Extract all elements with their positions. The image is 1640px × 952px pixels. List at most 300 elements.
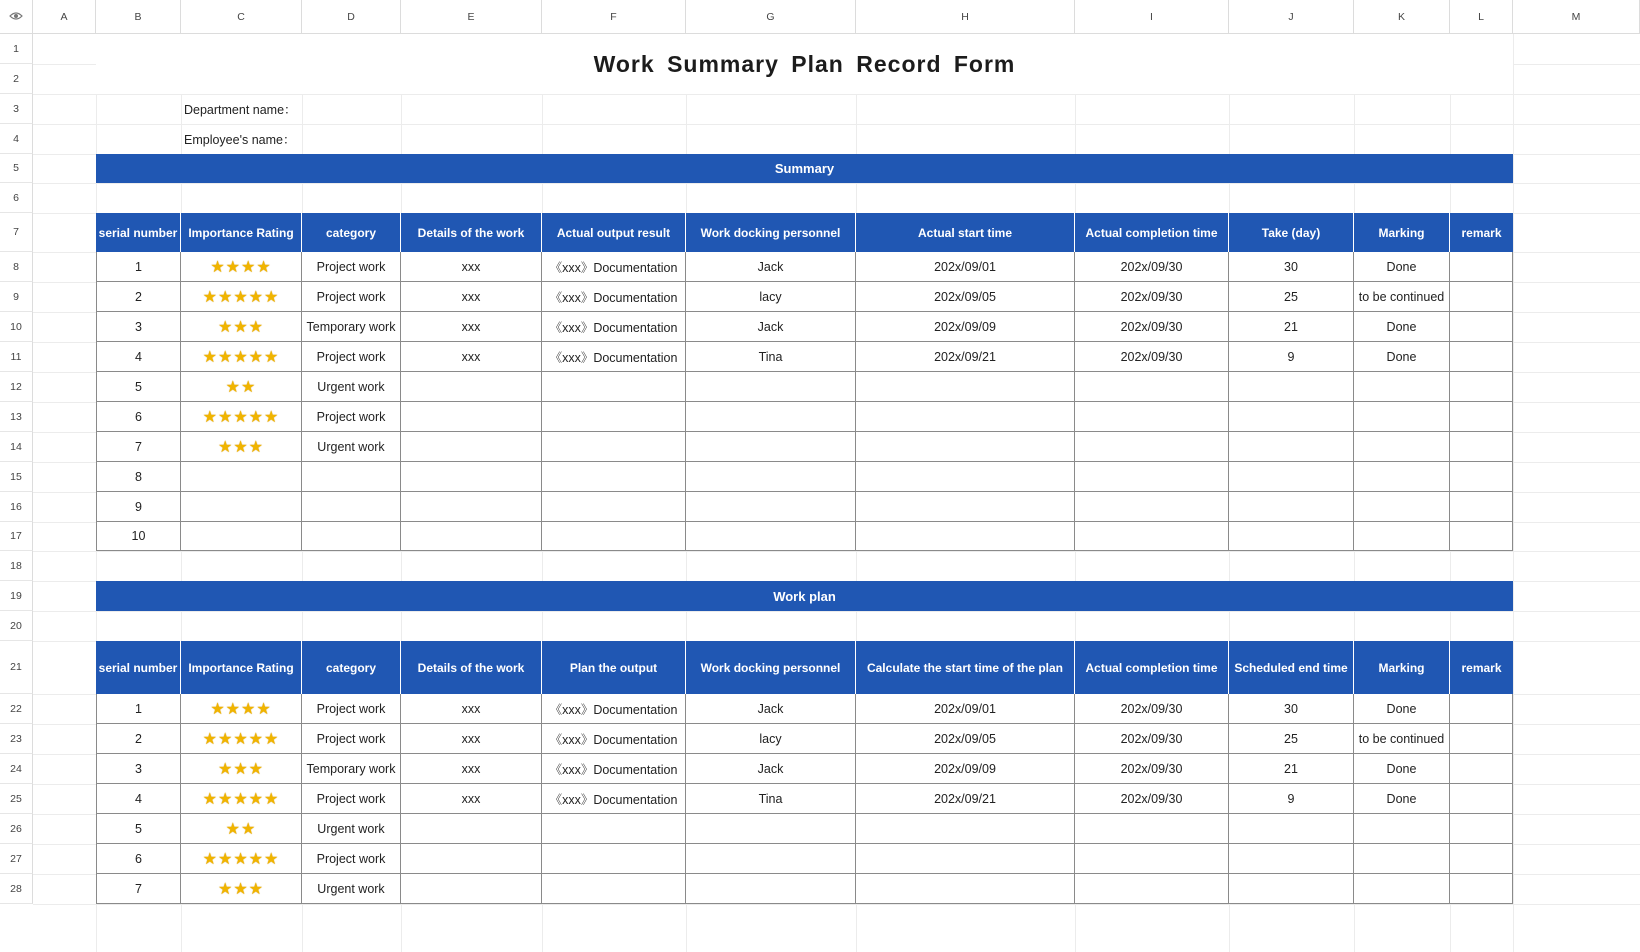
- plan-cell-completion-time[interactable]: 202x/09/30: [1075, 754, 1229, 784]
- gridline: [33, 904, 1640, 905]
- summary-cell-output[interactable]: [542, 372, 686, 402]
- row-header-4[interactable]: 4: [0, 124, 33, 154]
- star-icon: ★: [233, 790, 249, 808]
- star-icon: ★: [248, 730, 265, 748]
- summary-cell-details[interactable]: [401, 372, 542, 402]
- star-icon: ★: [202, 730, 218, 748]
- summary-cell-category[interactable]: [302, 462, 401, 492]
- column-header-d[interactable]: D: [302, 0, 401, 34]
- summary-cell-remark[interactable]: [1450, 522, 1513, 551]
- summary-cell-serial-number[interactable]: 8: [96, 462, 181, 492]
- plan-cell-category[interactable]: Project work: [302, 784, 401, 814]
- column-header-h[interactable]: H: [856, 0, 1075, 34]
- summary-cell-duration[interactable]: [1229, 432, 1354, 462]
- summary-cell-remark[interactable]: [1450, 252, 1513, 282]
- plan-cell-details[interactable]: xxx: [401, 754, 542, 784]
- summary-rating-cell[interactable]: [181, 402, 302, 432]
- plan-cell-duration[interactable]: 30: [1229, 694, 1354, 724]
- summary-rating-cell[interactable]: [181, 522, 302, 551]
- summary-cell-start-time[interactable]: 202x/09/09: [856, 312, 1075, 342]
- column-header-g[interactable]: G: [686, 0, 856, 34]
- summary-cell-serial-number[interactable]: 10: [96, 522, 181, 551]
- row-header-19[interactable]: 19: [0, 581, 33, 611]
- row-header-7[interactable]: 7: [0, 213, 33, 252]
- summary-band: Summary: [96, 154, 1513, 183]
- gridline: [33, 551, 1640, 552]
- summary-cell-output[interactable]: [542, 492, 686, 522]
- summary-header-details: Details of the work: [401, 213, 542, 252]
- summary-header-serial-number: serial number: [96, 213, 181, 252]
- summary-cell-remark[interactable]: [1450, 492, 1513, 522]
- star-icon: ★: [217, 408, 234, 426]
- summary-cell-completion-time[interactable]: 202x/09/30: [1075, 282, 1229, 312]
- plan-cell-output[interactable]: 《xxx》Documentation: [542, 724, 686, 754]
- star-icon: ★: [225, 258, 241, 276]
- star-icon: ★: [202, 790, 218, 808]
- summary-cell-details[interactable]: [401, 432, 542, 462]
- summary-cell-duration[interactable]: [1229, 492, 1354, 522]
- star-icon: ★: [248, 790, 265, 808]
- summary-rating-cell[interactable]: [181, 432, 302, 462]
- plan-cell-start-time[interactable]: [856, 844, 1075, 874]
- plan-cell-start-time[interactable]: 202x/09/09: [856, 754, 1075, 784]
- row-header-24[interactable]: 24: [0, 754, 33, 784]
- plan-cell-completion-time[interactable]: 202x/09/30: [1075, 694, 1229, 724]
- summary-cell-personnel[interactable]: [686, 522, 856, 551]
- row-header-28[interactable]: 28: [0, 874, 33, 904]
- summary-header-duration: Take (day): [1229, 213, 1354, 252]
- summary-header-start-time: Actual start time: [856, 213, 1075, 252]
- plan-header-serial-number: serial number: [96, 641, 181, 694]
- plan-cell-personnel[interactable]: Tina: [686, 784, 856, 814]
- summary-cell-remark[interactable]: [1450, 462, 1513, 492]
- plan-cell-marking[interactable]: to be continued: [1354, 724, 1450, 754]
- plan-cell-category[interactable]: Urgent work: [302, 874, 401, 904]
- plan-cell-start-time[interactable]: 202x/09/05: [856, 724, 1075, 754]
- select-all-corner[interactable]: [0, 0, 33, 34]
- summary-cell-remark[interactable]: [1450, 372, 1513, 402]
- summary-cell-completion-time[interactable]: 202x/09/30: [1075, 252, 1229, 282]
- plan-cell-remark[interactable]: [1450, 694, 1513, 724]
- summary-cell-marking[interactable]: [1354, 432, 1450, 462]
- star-icon: ★: [233, 760, 249, 778]
- plan-cell-marking[interactable]: Done: [1354, 784, 1450, 814]
- eye-icon: [9, 10, 23, 24]
- summary-rating-cell[interactable]: [181, 312, 302, 342]
- plan-cell-serial-number[interactable]: 4: [96, 784, 181, 814]
- column-header-a[interactable]: A: [33, 0, 96, 34]
- plan-cell-details[interactable]: [401, 814, 542, 844]
- column-header-k[interactable]: K: [1354, 0, 1450, 34]
- row-header-27[interactable]: 27: [0, 844, 33, 874]
- plan-cell-output[interactable]: [542, 814, 686, 844]
- plan-cell-duration[interactable]: 9: [1229, 784, 1354, 814]
- summary-cell-serial-number[interactable]: 9: [96, 492, 181, 522]
- row-header-20[interactable]: 20: [0, 611, 33, 641]
- plan-cell-output[interactable]: [542, 874, 686, 904]
- star-icon: ★: [217, 730, 234, 748]
- star-icon: ★: [217, 790, 234, 808]
- summary-cell-duration[interactable]: 21: [1229, 312, 1354, 342]
- summary-cell-personnel[interactable]: Jack: [686, 312, 856, 342]
- summary-cell-remark[interactable]: [1450, 342, 1513, 372]
- star-icon: ★: [233, 348, 249, 366]
- summary-cell-details[interactable]: xxx: [401, 342, 542, 372]
- summary-cell-personnel[interactable]: Tina: [686, 342, 856, 372]
- star-icon: ★: [248, 348, 265, 366]
- summary-header-output: Actual output result: [542, 213, 686, 252]
- star-icon: ★: [225, 700, 241, 718]
- plan-cell-duration[interactable]: 25: [1229, 724, 1354, 754]
- summary-cell-start-time[interactable]: [856, 462, 1075, 492]
- gridline: [33, 611, 1640, 612]
- summary-cell-duration[interactable]: [1229, 462, 1354, 492]
- summary-cell-personnel[interactable]: Jack: [686, 252, 856, 282]
- plan-cell-start-time[interactable]: 202x/09/21: [856, 784, 1075, 814]
- column-header-f[interactable]: F: [542, 0, 686, 34]
- star-icon: ★: [248, 288, 265, 306]
- row-header-12[interactable]: 12: [0, 372, 33, 402]
- plan-rating-cell[interactable]: [181, 874, 302, 904]
- star-icon: ★: [217, 348, 234, 366]
- row-header-18[interactable]: 18: [0, 551, 33, 581]
- plan-cell-marking[interactable]: Done: [1354, 694, 1450, 724]
- star-icon: ★: [241, 258, 257, 276]
- summary-cell-personnel[interactable]: [686, 432, 856, 462]
- plan-cell-remark[interactable]: [1450, 844, 1513, 874]
- summary-cell-output[interactable]: 《xxx》Documentation: [542, 252, 686, 282]
- plan-cell-details[interactable]: xxx: [401, 724, 542, 754]
- star-icon: ★: [217, 850, 234, 868]
- summary-cell-details[interactable]: xxx: [401, 312, 542, 342]
- summary-cell-category[interactable]: Urgent work: [302, 432, 401, 462]
- star-icon: ★: [248, 850, 265, 868]
- column-header-m[interactable]: M: [1513, 0, 1640, 34]
- summary-cell-completion-time[interactable]: [1075, 402, 1229, 432]
- summary-cell-start-time[interactable]: [856, 372, 1075, 402]
- plan-cell-personnel[interactable]: Jack: [686, 754, 856, 784]
- plan-rating-cell[interactable]: [181, 814, 302, 844]
- star-icon: ★: [217, 288, 234, 306]
- plan-rating-cell[interactable]: [181, 844, 302, 874]
- summary-cell-remark[interactable]: [1450, 402, 1513, 432]
- summary-cell-personnel[interactable]: lacy: [686, 282, 856, 312]
- summary-cell-serial-number[interactable]: 1: [96, 252, 181, 282]
- plan-cell-output[interactable]: 《xxx》Documentation: [542, 694, 686, 724]
- row-header-22[interactable]: 22: [0, 694, 33, 724]
- summary-cell-duration[interactable]: [1229, 372, 1354, 402]
- summary-cell-details[interactable]: [401, 462, 542, 492]
- summary-header-personnel: Work docking personnel: [686, 213, 856, 252]
- summary-cell-output[interactable]: 《xxx》Documentation: [542, 342, 686, 372]
- summary-cell-details[interactable]: [401, 402, 542, 432]
- summary-cell-details[interactable]: [401, 492, 542, 522]
- summary-cell-category[interactable]: Project work: [302, 402, 401, 432]
- star-icon: ★: [264, 408, 280, 426]
- plan-rating-cell[interactable]: [181, 724, 302, 754]
- star-icon: ★: [202, 288, 218, 306]
- plan-cell-serial-number[interactable]: 3: [96, 754, 181, 784]
- plan-cell-serial-number[interactable]: 2: [96, 724, 181, 754]
- summary-cell-marking[interactable]: to be continued: [1354, 282, 1450, 312]
- column-header-l[interactable]: L: [1450, 0, 1513, 34]
- summary-cell-start-time[interactable]: [856, 492, 1075, 522]
- summary-header-completion-time: Actual completion time: [1075, 213, 1229, 252]
- star-icon: ★: [217, 318, 234, 336]
- plan-cell-category[interactable]: Urgent work: [302, 814, 401, 844]
- summary-cell-category[interactable]: Temporary work: [302, 312, 401, 342]
- star-icon: ★: [256, 700, 272, 718]
- plan-cell-details[interactable]: xxx: [401, 784, 542, 814]
- employee-name-label: Employee's name：: [184, 133, 296, 147]
- star-icon: ★: [264, 288, 280, 306]
- star-icon: ★: [248, 318, 265, 336]
- summary-cell-completion-time[interactable]: [1075, 432, 1229, 462]
- plan-cell-serial-number[interactable]: 7: [96, 874, 181, 904]
- row-header-21[interactable]: 21: [0, 641, 33, 694]
- star-icon: ★: [233, 438, 249, 456]
- plan-cell-remark[interactable]: [1450, 724, 1513, 754]
- column-header-b[interactable]: B: [96, 0, 181, 34]
- column-header-c[interactable]: C: [181, 0, 302, 34]
- summary-rating-cell[interactable]: [181, 342, 302, 372]
- star-icon: ★: [202, 348, 218, 366]
- star-icon: ★: [217, 880, 234, 898]
- summary-cell-remark[interactable]: [1450, 282, 1513, 312]
- row-header-14[interactable]: 14: [0, 432, 33, 462]
- summary-cell-completion-time[interactable]: [1075, 462, 1229, 492]
- summary-cell-serial-number[interactable]: 5: [96, 372, 181, 402]
- plan-cell-personnel[interactable]: [686, 844, 856, 874]
- summary-cell-category[interactable]: Urgent work: [302, 372, 401, 402]
- plan-cell-completion-time[interactable]: [1075, 814, 1229, 844]
- summary-cell-category[interactable]: [302, 522, 401, 551]
- summary-cell-category[interactable]: [302, 492, 401, 522]
- summary-cell-remark[interactable]: [1450, 432, 1513, 462]
- plan-cell-category[interactable]: Project work: [302, 724, 401, 754]
- row-header-8[interactable]: 8: [0, 252, 33, 282]
- plan-header-duration: Scheduled end time: [1229, 641, 1354, 694]
- summary-cell-serial-number[interactable]: 7: [96, 432, 181, 462]
- summary-cell-start-time[interactable]: 202x/09/21: [856, 342, 1075, 372]
- column-header-j[interactable]: J: [1229, 0, 1354, 34]
- plan-cell-completion-time[interactable]: 202x/09/30: [1075, 784, 1229, 814]
- plan-header-importance-rating: Importance Rating: [181, 641, 302, 694]
- star-icon: ★: [217, 760, 234, 778]
- star-icon: ★: [248, 438, 265, 456]
- row-header-9[interactable]: 9: [0, 282, 33, 312]
- star-icon: ★: [233, 288, 249, 306]
- star-icon: ★: [264, 730, 280, 748]
- star-icon: ★: [241, 700, 257, 718]
- plan-header-output: Plan the output: [542, 641, 686, 694]
- summary-cell-category[interactable]: Project work: [302, 282, 401, 312]
- plan-cell-remark[interactable]: [1450, 784, 1513, 814]
- star-icon: ★: [241, 820, 257, 838]
- summary-cell-start-time[interactable]: [856, 432, 1075, 462]
- plan-cell-serial-number[interactable]: 6: [96, 844, 181, 874]
- summary-rating-cell[interactable]: [181, 282, 302, 312]
- plan-cell-duration[interactable]: [1229, 844, 1354, 874]
- plan-cell-marking[interactable]: [1354, 874, 1450, 904]
- summary-cell-serial-number[interactable]: 6: [96, 402, 181, 432]
- summary-cell-marking[interactable]: [1354, 402, 1450, 432]
- summary-cell-output[interactable]: [542, 402, 686, 432]
- plan-cell-details[interactable]: xxx: [401, 694, 542, 724]
- summary-cell-output[interactable]: [542, 522, 686, 551]
- plan-cell-category[interactable]: Temporary work: [302, 754, 401, 784]
- summary-cell-duration[interactable]: 9: [1229, 342, 1354, 372]
- plan-cell-start-time[interactable]: [856, 814, 1075, 844]
- summary-cell-completion-time[interactable]: [1075, 522, 1229, 551]
- plan-cell-remark[interactable]: [1450, 874, 1513, 904]
- summary-cell-duration[interactable]: 25: [1229, 282, 1354, 312]
- summary-cell-completion-time[interactable]: [1075, 492, 1229, 522]
- plan-cell-marking[interactable]: [1354, 814, 1450, 844]
- star-icon: ★: [225, 820, 241, 838]
- summary-rating-cell[interactable]: [181, 372, 302, 402]
- summary-cell-personnel[interactable]: [686, 402, 856, 432]
- plan-cell-output[interactable]: [542, 844, 686, 874]
- plan-cell-personnel[interactable]: [686, 814, 856, 844]
- plan-cell-details[interactable]: [401, 844, 542, 874]
- plan-cell-serial-number[interactable]: 1: [96, 694, 181, 724]
- summary-cell-marking[interactable]: [1354, 522, 1450, 551]
- summary-cell-output[interactable]: [542, 432, 686, 462]
- summary-header-remark: remark: [1450, 213, 1513, 252]
- summary-cell-output[interactable]: 《xxx》Documentation: [542, 312, 686, 342]
- row-header-17[interactable]: 17: [0, 522, 33, 551]
- summary-cell-serial-number[interactable]: 2: [96, 282, 181, 312]
- plan-cell-category[interactable]: Project work: [302, 694, 401, 724]
- summary-cell-start-time[interactable]: [856, 522, 1075, 551]
- summary-cell-marking[interactable]: Done: [1354, 312, 1450, 342]
- row-header-15[interactable]: 15: [0, 462, 33, 492]
- summary-cell-completion-time[interactable]: [1075, 372, 1229, 402]
- plan-header-category: category: [302, 641, 401, 694]
- plan-cell-marking[interactable]: [1354, 844, 1450, 874]
- star-icon: ★: [264, 348, 280, 366]
- star-icon: ★: [233, 730, 249, 748]
- row-header-6[interactable]: 6: [0, 183, 33, 213]
- plan-cell-output[interactable]: 《xxx》Documentation: [542, 784, 686, 814]
- plan-cell-remark[interactable]: [1450, 814, 1513, 844]
- gridline: [33, 183, 1640, 184]
- work-plan-band: Work plan: [96, 581, 1513, 611]
- summary-rating-cell[interactable]: [181, 252, 302, 282]
- row-header-1[interactable]: 1: [0, 34, 33, 64]
- summary-header-marking: Marking: [1354, 213, 1450, 252]
- row-header-13[interactable]: 13: [0, 402, 33, 432]
- plan-cell-marking[interactable]: Done: [1354, 754, 1450, 784]
- plan-cell-completion-time[interactable]: 202x/09/30: [1075, 724, 1229, 754]
- plan-cell-duration[interactable]: 21: [1229, 754, 1354, 784]
- plan-header-start-time: Calculate the start time of the plan: [856, 641, 1075, 694]
- summary-cell-start-time[interactable]: 202x/09/01: [856, 252, 1075, 282]
- summary-cell-remark[interactable]: [1450, 312, 1513, 342]
- plan-cell-personnel[interactable]: lacy: [686, 724, 856, 754]
- summary-cell-category[interactable]: Project work: [302, 342, 401, 372]
- summary-cell-duration[interactable]: 30: [1229, 252, 1354, 282]
- summary-cell-duration[interactable]: [1229, 402, 1354, 432]
- plan-cell-start-time[interactable]: [856, 874, 1075, 904]
- summary-cell-details[interactable]: xxx: [401, 282, 542, 312]
- summary-cell-personnel[interactable]: [686, 462, 856, 492]
- plan-cell-serial-number[interactable]: 5: [96, 814, 181, 844]
- row-header-10[interactable]: 10: [0, 312, 33, 342]
- summary-cell-details[interactable]: [401, 522, 542, 551]
- summary-cell-details[interactable]: xxx: [401, 252, 542, 282]
- row-header-3[interactable]: 3: [0, 94, 33, 124]
- plan-cell-completion-time[interactable]: [1075, 844, 1229, 874]
- row-header-23[interactable]: 23: [0, 724, 33, 754]
- plan-cell-output[interactable]: 《xxx》Documentation: [542, 754, 686, 784]
- summary-cell-personnel[interactable]: [686, 492, 856, 522]
- summary-header-importance-rating: Importance Rating: [181, 213, 302, 252]
- row-header-26[interactable]: 26: [0, 814, 33, 844]
- row-header-16[interactable]: 16: [0, 492, 33, 522]
- department-name-label: Department name：: [184, 103, 297, 117]
- column-header-i[interactable]: I: [1075, 0, 1229, 34]
- summary-cell-duration[interactable]: [1229, 522, 1354, 551]
- summary-cell-completion-time[interactable]: 202x/09/30: [1075, 312, 1229, 342]
- plan-cell-details[interactable]: [401, 874, 542, 904]
- summary-rating-cell[interactable]: [181, 462, 302, 492]
- summary-cell-completion-time[interactable]: 202x/09/30: [1075, 342, 1229, 372]
- plan-cell-start-time[interactable]: 202x/09/01: [856, 694, 1075, 724]
- row-header-2[interactable]: 2: [0, 64, 33, 94]
- plan-cell-duration[interactable]: [1229, 874, 1354, 904]
- plan-cell-duration[interactable]: [1229, 814, 1354, 844]
- summary-cell-marking[interactable]: [1354, 492, 1450, 522]
- summary-cell-output[interactable]: [542, 462, 686, 492]
- summary-rating-cell[interactable]: [181, 492, 302, 522]
- row-header-25[interactable]: 25: [0, 784, 33, 814]
- plan-rating-cell[interactable]: [181, 754, 302, 784]
- plan-rating-cell[interactable]: [181, 784, 302, 814]
- star-icon: ★: [256, 258, 272, 276]
- summary-cell-personnel[interactable]: [686, 372, 856, 402]
- plan-rating-cell[interactable]: [181, 694, 302, 724]
- summary-cell-marking[interactable]: [1354, 372, 1450, 402]
- summary-cell-category[interactable]: Project work: [302, 252, 401, 282]
- star-icon: ★: [264, 850, 280, 868]
- plan-header-personnel: Work docking personnel: [686, 641, 856, 694]
- summary-cell-marking[interactable]: Done: [1354, 252, 1450, 282]
- star-icon: ★: [202, 408, 218, 426]
- plan-header-details: Details of the work: [401, 641, 542, 694]
- column-header-e[interactable]: E: [401, 0, 542, 34]
- plan-cell-personnel[interactable]: Jack: [686, 694, 856, 724]
- plan-cell-personnel[interactable]: [686, 874, 856, 904]
- summary-cell-serial-number[interactable]: 4: [96, 342, 181, 372]
- summary-cell-marking[interactable]: Done: [1354, 342, 1450, 372]
- summary-cell-output[interactable]: 《xxx》Documentation: [542, 282, 686, 312]
- row-header-5[interactable]: 5: [0, 154, 33, 183]
- summary-cell-serial-number[interactable]: 3: [96, 312, 181, 342]
- star-icon: ★: [233, 408, 249, 426]
- summary-cell-start-time[interactable]: 202x/09/05: [856, 282, 1075, 312]
- row-header-11[interactable]: 11: [0, 342, 33, 372]
- summary-cell-marking[interactable]: [1354, 462, 1450, 492]
- plan-cell-category[interactable]: Project work: [302, 844, 401, 874]
- summary-cell-start-time[interactable]: [856, 402, 1075, 432]
- page-title: Work Summary Plan Record Form: [96, 34, 1513, 94]
- star-icon: ★: [210, 700, 226, 718]
- plan-cell-remark[interactable]: [1450, 754, 1513, 784]
- star-icon: ★: [248, 880, 265, 898]
- plan-cell-completion-time[interactable]: [1075, 874, 1229, 904]
